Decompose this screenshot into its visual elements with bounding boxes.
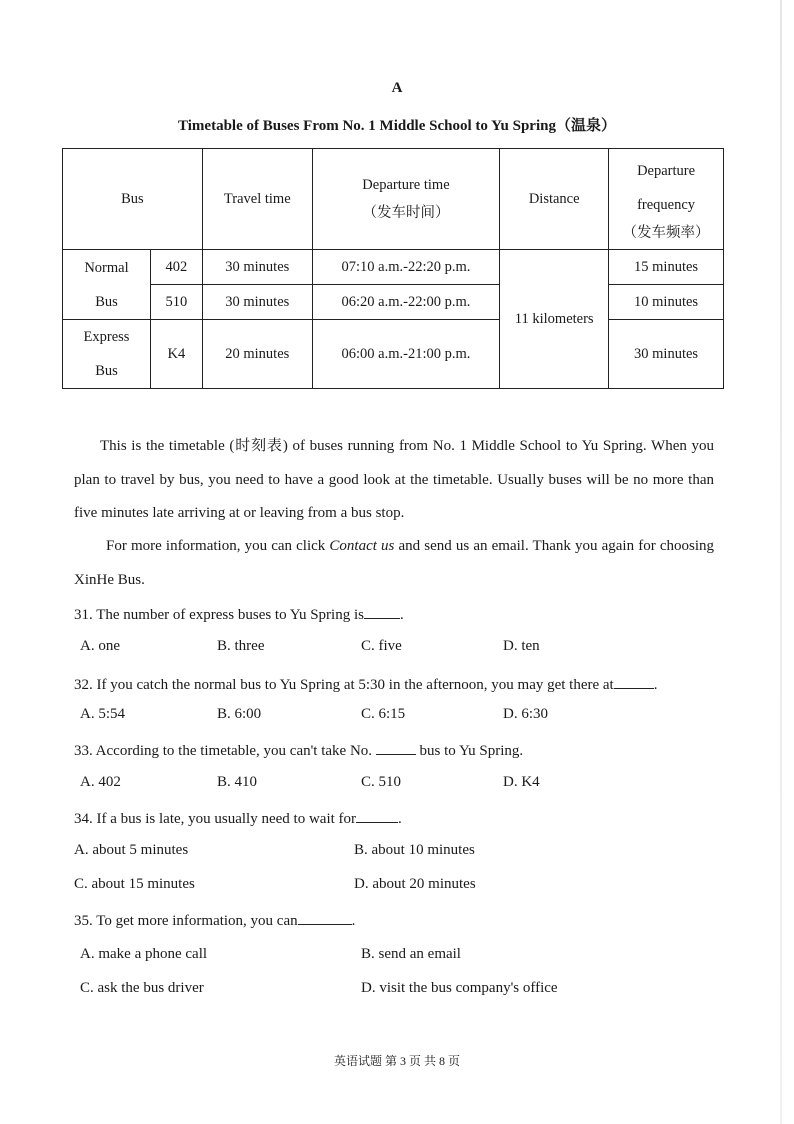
- question-stem-end: bus to Yu Spring.: [419, 743, 524, 759]
- answer-blank: [356, 808, 398, 823]
- option-a: A. about 5 minutes: [74, 842, 189, 858]
- bus-number: 402: [150, 250, 202, 285]
- departure-time: 06:00 a.m.-21:00 p.m.: [312, 320, 500, 389]
- answer-blank: [614, 674, 654, 689]
- option-a: A. one: [80, 638, 120, 654]
- table-row: [63, 250, 724, 285]
- header-departure-time-en: Departure time: [362, 176, 450, 193]
- passage-paragraph-2: [74, 530, 714, 597]
- option-b: B. 410: [217, 774, 258, 790]
- option-c: C. five: [361, 638, 402, 654]
- travel-time: 20 minutes: [202, 320, 312, 389]
- option-a: A. 402: [80, 774, 121, 790]
- question-32: [74, 674, 657, 694]
- departure-time: 07:10 a.m.-22:20 p.m.: [312, 250, 500, 285]
- frequency: 10 minutes: [609, 285, 724, 320]
- option-c: C. ask the bus driver: [80, 980, 204, 996]
- option-b: B. three: [217, 638, 265, 654]
- option-a: A. make a phone call: [80, 946, 208, 962]
- header-bus: Bus: [63, 149, 203, 250]
- option-b: B. send an email: [361, 946, 461, 962]
- option-d: D. K4: [503, 774, 540, 790]
- option-d: D. ten: [503, 638, 540, 654]
- question-stem: 34. If a bus is late, you usually need to wait for: [74, 811, 357, 827]
- normal-bus-label: Normal Bus: [63, 250, 151, 320]
- option-d: D. visit the bus company's office: [361, 980, 558, 996]
- passage-paragraph-1: This is the timetable (时刻表) of buses running from No. 1 Middle School to Yu Spring. When you plan to travel by bus, you need to have a good look at the timetable. Usually buses will be no more than five minutes late arriving at or leaving from a bus stop.: [74, 438, 714, 521]
- contact-us-text: Contact us: [329, 538, 395, 554]
- question-35: [74, 910, 355, 930]
- distance-value: 11 kilometers: [500, 250, 609, 389]
- question-31: [74, 604, 404, 624]
- paragraph-2-text: For more information, you can click: [106, 538, 330, 554]
- option-b: B. 6:00: [217, 706, 262, 722]
- table-row: [63, 320, 724, 389]
- option-c: C. about 15 minutes: [74, 876, 195, 892]
- header-frequency-en: Departure frequency: [637, 162, 696, 213]
- table-title: Timetable of Buses From No. 1 Middle School to Yu Spring（温泉）: [178, 118, 616, 134]
- question-stem-end: .: [399, 607, 404, 623]
- question-stem: 32. If you catch the normal bus to Yu Spring at 5:30 in the afternoon, you may get there at: [74, 677, 614, 693]
- bus-number: K4: [150, 320, 202, 389]
- option-a: A. 5:54: [80, 706, 125, 722]
- option-b: B. about 10 minutes: [354, 842, 475, 858]
- scan-edge: [780, 0, 782, 1124]
- question-stem: 31. The number of express buses to Yu Spring is: [74, 607, 364, 623]
- question-stem: 35. To get more information, you can: [74, 913, 298, 929]
- answer-blank: [364, 604, 400, 619]
- question-stem-end: .: [653, 677, 658, 693]
- frequency: 30 minutes: [609, 320, 724, 389]
- header-travel-time: Travel time: [202, 149, 312, 250]
- paragraph-2-text-end: and send us an email. Thank you again for choosing XinHe Bus.: [74, 538, 714, 588]
- option-c: C. 6:15: [361, 706, 406, 722]
- express-bus-label: Express Bus: [63, 320, 151, 389]
- section-letter: A: [391, 80, 403, 96]
- bus-number: 510: [150, 285, 202, 320]
- question-stem-end: .: [398, 811, 402, 827]
- travel-time: 30 minutes: [202, 250, 312, 285]
- option-d: D. about 20 minutes: [354, 876, 476, 892]
- option-d: D. 6:30: [503, 706, 548, 722]
- question-34: [74, 808, 402, 828]
- page-footer: 英语试题 第 3 页 共 8 页: [333, 1054, 460, 1068]
- option-c: C. 510: [361, 774, 402, 790]
- header-frequency-cn: （发车频率）: [622, 224, 710, 241]
- table-row: [63, 285, 724, 320]
- question-stem: 33. According to the timetable, you can't take No.: [74, 743, 373, 759]
- header-frequency: [609, 149, 724, 250]
- answer-blank: [376, 740, 416, 755]
- question-stem-end: .: [351, 913, 356, 929]
- travel-time: 30 minutes: [202, 285, 312, 320]
- header-departure-time-cn: （发车时间）: [362, 205, 450, 221]
- answer-blank: [298, 910, 352, 925]
- question-33: [74, 740, 523, 760]
- departure-time: 06:20 a.m.-22:00 p.m.: [312, 285, 500, 320]
- table-header-row: [63, 149, 724, 250]
- header-departure-time: [312, 149, 500, 250]
- header-distance: Distance: [500, 149, 609, 250]
- frequency: 15 minutes: [609, 250, 724, 285]
- bus-timetable: [62, 148, 724, 389]
